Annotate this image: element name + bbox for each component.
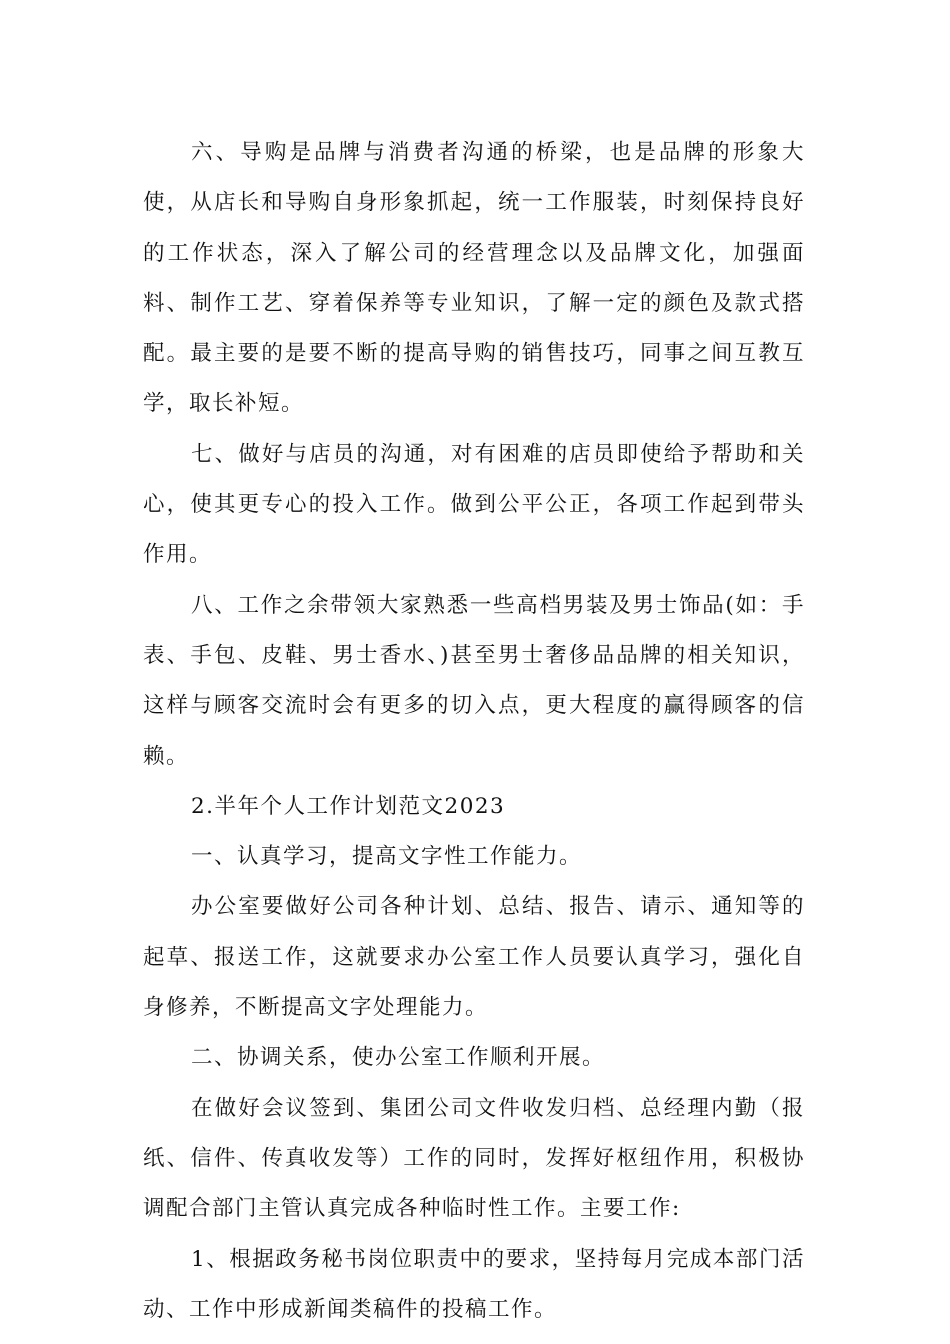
paragraph-eight-product-knowledge: 八、工作之余带领大家熟悉一些高档男装及男士饰品(如：手表、手包、皮鞋、男士香水、)甚至男士奢侈品品牌的相关知识，这样与顾客交流时会有更多的切入点，更大程度的赢得顾客的信赖。 — [143, 592, 805, 769]
paragraph-six-shopping-guide: 六、导购是品牌与消费者沟通的桥梁，也是品牌的形象大使，从店长和导购自身形象抓起，统一工作服装，时刻保持良好的工作状态，深入了解公司的经营理念以及品牌文化，加强面料、制作工艺、穿着保养等专业知识，了解一定的颜色及款式搭配。最主要的是要不断的提高导购的销售技巧，同事之间互教互学，取长补短。 — [143, 140, 805, 417]
document-body — [143, 128, 805, 1335]
paragraph-coordination-details: 在做好会议签到、集团公司文件收发归档、总经理内勤（报纸、信件、传真收发等）工作的同时，发挥好枢纽作用，积极协调配合部门主管认真完成各种临时性工作。主要工作: — [143, 1095, 805, 1222]
paragraph-office-writing: 办公室要做好公司各种计划、总结、报告、请示、通知等的起草、报送工作，这就要求办公室工作人员要认真学习，强化自身修养，不断提高文字处理能力。 — [143, 894, 805, 1021]
subheading-coordination: 二、协调关系，使办公室工作顺利开展。 — [191, 1045, 606, 1071]
subheading-study: 一、认真学习，提高文字性工作能力。 — [191, 844, 583, 870]
paragraph-news-submission: 1、根据政务秘书岗位职责中的要求，坚持每月完成本部门活动、工作中形成新闻类稿件的投稿工作。 — [143, 1246, 805, 1322]
section-heading-work-plan: 2.半年个人工作计划范文2023 — [191, 793, 506, 819]
paragraph-seven-staff-communication: 七、做好与店员的沟通，对有困难的店员即使给予帮助和关心，使其更专心的投入工作。做到公平公正，各项工作起到带头作用。 — [143, 441, 805, 568]
